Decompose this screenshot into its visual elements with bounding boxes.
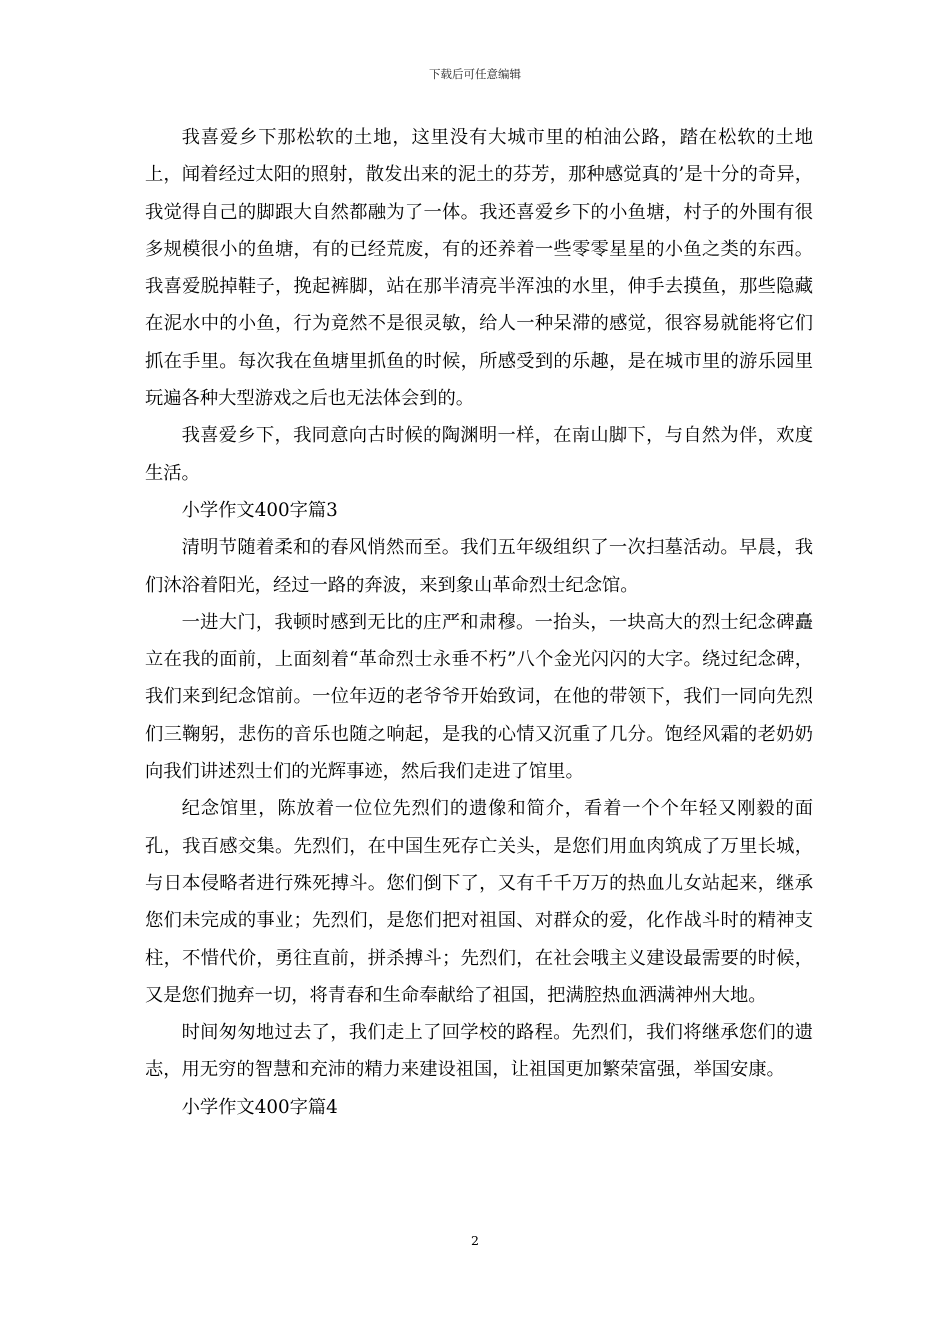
paragraph-countryside-land: 我喜爱乡下那松软的土地，这里没有大城市里的柏油公路，踏在松软的土地上，闻着经过太阳的照射，散发出来的泥土的芬芳，那种感觉真的’是十分的奇异，我觉得自己的脚跟大自然都融为了一体。我还喜爱乡下的小鱼塘，村子的外围有很多规模很小的鱼塘，有的已经荒废，有的还养着一些零零星星的小鱼之类的东西。我喜爱脱掉鞋子，挽起裤脚，站在那半清亮半浑浊的水里，伸手去摸鱼，那些隐藏在泥水中的小鱼，行为竟然不是很灵敏，给人一种呆滞的感觉，很容易就能将它们抓在手里。每次我在鱼塘里抓鱼的时候，所感受到的乐趣，是在城市里的游乐园里玩遍各种大型游戏之后也无法体会到的。	[145, 127, 813, 410]
section-heading-4: 小学作文400字篇4	[181, 1096, 338, 1118]
section-heading-3: 小学作文400字篇3	[181, 499, 338, 521]
paragraph-memorial-hall: 纪念馆里，陈放着一位位先烈们的遗像和简介，看着一个个年轻又刚毅的面孔，我百感交集。先烈们，在中国生死存亡关头，是您们用血肉筑成了万里长城，与日本侵略者进行殊死搏斗。您们倒下了，又有千千万万的热血儿女站起来，继承您们未完成的事业；先烈们，是您们把对祖国、对群众的爱，化作战斗时的精神支柱，不惜代价，勇往直前，拼杀搏斗；先烈们，在社会哦主义建设最需要的时候，又是您们抛弃一切，将青春和生命奉献给了祖国，把满腔热血洒满神州大地。	[145, 798, 813, 1006]
page-number: 2	[471, 1233, 479, 1248]
paragraph-monument: 一进大门，我顿时感到无比的庄严和肃穆。一抬头，一块高大的烈士纪念碑矗立在我的面前，上面刻着“革命烈士永垂不朽”八个金光闪闪的大字。绕过纪念碑，我们来到纪念馆前。一位年迈的老爷爷开始致词，在他的带领下，我们一同向先烈们三鞠躬，悲伤的音乐也随之响起，是我的心情又沉重了几分。饱经风霜的老奶奶向我们讲述烈士们的光辉事迹，然后我们走进了馆里。	[145, 611, 813, 783]
document-body	[145, 119, 813, 1126]
paragraph-return: 时间匆匆地过去了，我们走上了回学校的路程。先烈们，我们将继承您们的遗志，用无穷的智慧和充沛的精力来建设祖国，让祖国更加繁荣富强，举国安康。	[145, 1022, 813, 1081]
paragraph-qingming-intro: 清明节随着柔和的春风悄然而至。我们五年级组织了一次扫墓活动。早晨，我们沐浴着阳光，经过一路的奔波，来到象山革命烈士纪念馆。	[145, 537, 813, 596]
page-header: 下载后可任意编辑	[429, 67, 521, 81]
paragraph-countryside-life: 我喜爱乡下，我同意向古时候的陶渊明一样，在南山脚下，与自然为伴，欢度生活。	[145, 425, 813, 484]
